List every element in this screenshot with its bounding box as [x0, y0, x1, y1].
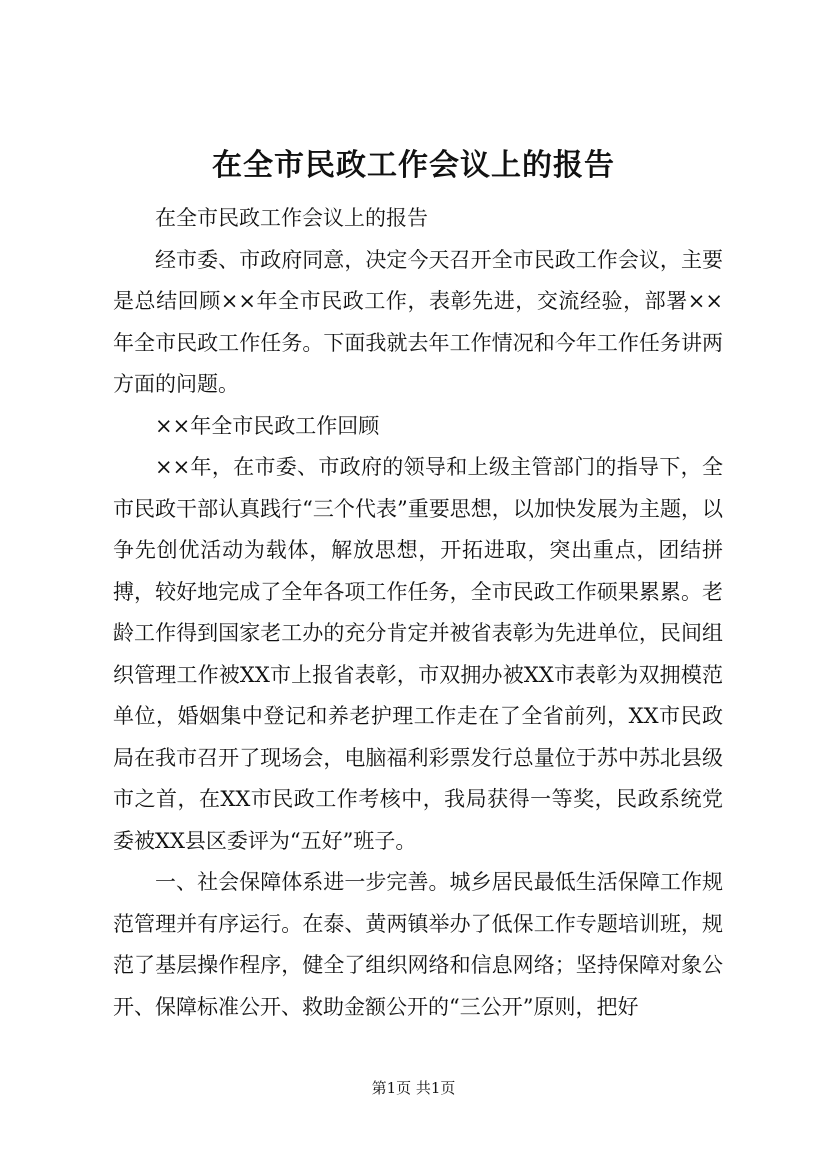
- page-footer: 第1页 共1页: [371, 1079, 456, 1097]
- section-heading-review: ××年全市民政工作回顾: [155, 413, 380, 438]
- document-title: 在全市民政工作会议上的报告: [212, 148, 615, 183]
- body-paragraph-intro: 经市委、市政府同意，决定今天召开全市民政工作会议，主要是总结回顾××年全市民政工作，表彰先进，交流经验，部署××年全市民政工作任务。下面我就去年工作情况和今年工作任务讲两方面的问题。: [113, 247, 723, 396]
- body-paragraph-social-security: 一、社会保障体系进一步完善。城乡居民最低生活保障工作规范管理并有序运行。在泰、黄两镇举办了低保工作专题培训班，规范了基层操作程序，健全了组织网络和信息网络；坚持保障对象公开、保障标准公开、救助金额公开的“三公开”原则，把好: [113, 870, 723, 1019]
- body-paragraph-review: ××年，在市委、市政府的领导和上级主管部门的指导下，全市民政干部认真践行“三个代表”重要思想，以加快发展为主题，以争先创优活动为载体，解放思想，开拓进取，突出重点，团结拼搏，较好地完成了全年各项工作任务，全市民政工作硕果累累。老龄工作得到国家老工办的充分肯定并被省表彰为先进单位，民间组织管理工作被XX市上报省表彰，市双拥办被XX市表彰为双拥模范单位，婚姻集中登记和养老护理工作走在了全省前列，XX市民政局在我市召开了现场会，电脑福利彩票发行总量位于苏中苏北县级市之首，在XX市民政工作考核中，我局获得一等奖，民政系统党委被XX县区委评为“五好”班子。: [113, 455, 723, 853]
- document-body: [113, 198, 723, 1028]
- body-paragraph-subtitle: 在全市民政工作会议上的报告: [155, 206, 428, 230]
